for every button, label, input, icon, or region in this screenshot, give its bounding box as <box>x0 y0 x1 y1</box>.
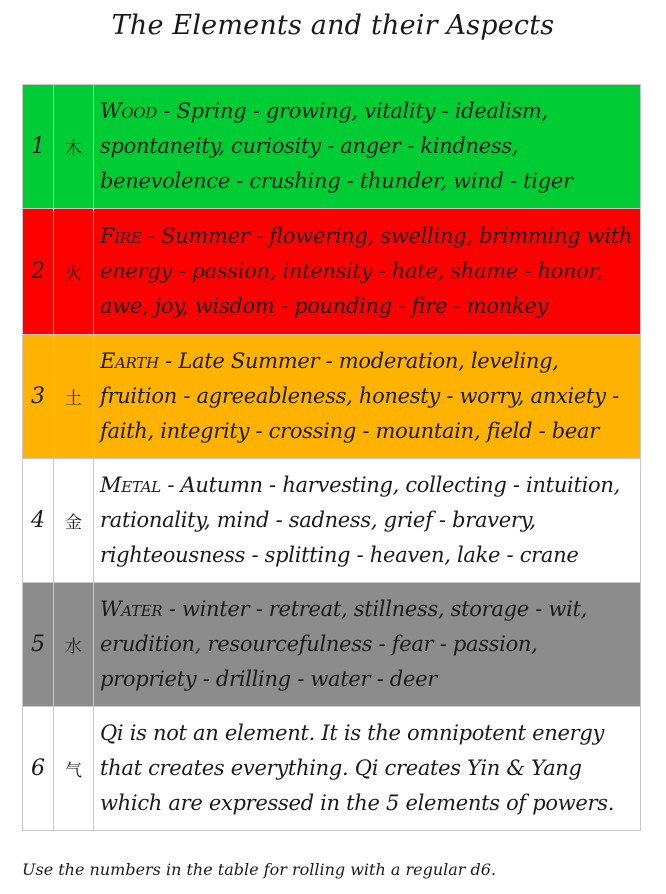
element-glyph: 土 <box>54 335 94 459</box>
elements-table <box>22 84 641 831</box>
element-name: Water <box>100 597 163 621</box>
footnote: Use the numbers in the table for rolling with a regular d6. <box>22 860 497 879</box>
row-number: 3 <box>23 335 54 459</box>
element-description <box>94 335 641 459</box>
element-glyph: 火 <box>54 209 94 335</box>
element-description <box>94 707 641 831</box>
element-aspects: - Spring - growing, vitality - idealism, spontaneity, curiosity - anger - kindness, benevolence - crushing - thunder, wind - tiger <box>100 99 573 193</box>
table-row <box>23 335 641 459</box>
element-aspects: Qi is not an element. It is the omnipotent energy that creates everything. Qi creates Yin & Yang which are expressed in the 5 elements of powers. <box>100 721 615 815</box>
element-name: Wood <box>100 99 158 123</box>
element-description <box>94 459 641 583</box>
element-description <box>94 85 641 209</box>
element-aspects: - winter - retreat, stillness, storage - wit, erudition, resourcefulness - fear - passion, propriety - drilling - water - deer <box>100 597 588 691</box>
row-number: 2 <box>23 209 54 335</box>
row-number: 1 <box>23 85 54 209</box>
table-row <box>23 85 641 209</box>
element-aspects: - Autumn - harvesting, collecting - intuition, rationality, mind - sadness, grief - bravery, righteousness - splitting - heaven, lake - crane <box>100 473 620 567</box>
row-number: 5 <box>23 583 54 707</box>
element-aspects: - Summer - flowering, swelling, brimming with energy - passion, intensity - hate, shame - honor, awe, joy, wisdom - pounding - fire - monkey <box>100 224 633 318</box>
table-row <box>23 583 641 707</box>
row-number: 4 <box>23 459 54 583</box>
table-row <box>23 707 641 831</box>
element-aspects: - Late Summer - moderation, leveling, fruition - agreeableness, honesty - worry, anxiety - faith, integrity - crossing - mountain, field - bear <box>100 349 619 443</box>
element-glyph: 水 <box>54 583 94 707</box>
row-number: 6 <box>23 707 54 831</box>
element-name: Metal <box>100 473 161 497</box>
element-glyph: 气 <box>54 707 94 831</box>
element-name: Fire <box>100 224 142 248</box>
page-title: The Elements and their Aspects <box>111 10 555 41</box>
element-description <box>94 583 641 707</box>
element-name: Earth <box>100 349 159 373</box>
element-glyph: 木 <box>54 85 94 209</box>
table-row <box>23 209 641 335</box>
element-glyph: 金 <box>54 459 94 583</box>
table-row <box>23 459 641 583</box>
element-description <box>94 209 641 335</box>
